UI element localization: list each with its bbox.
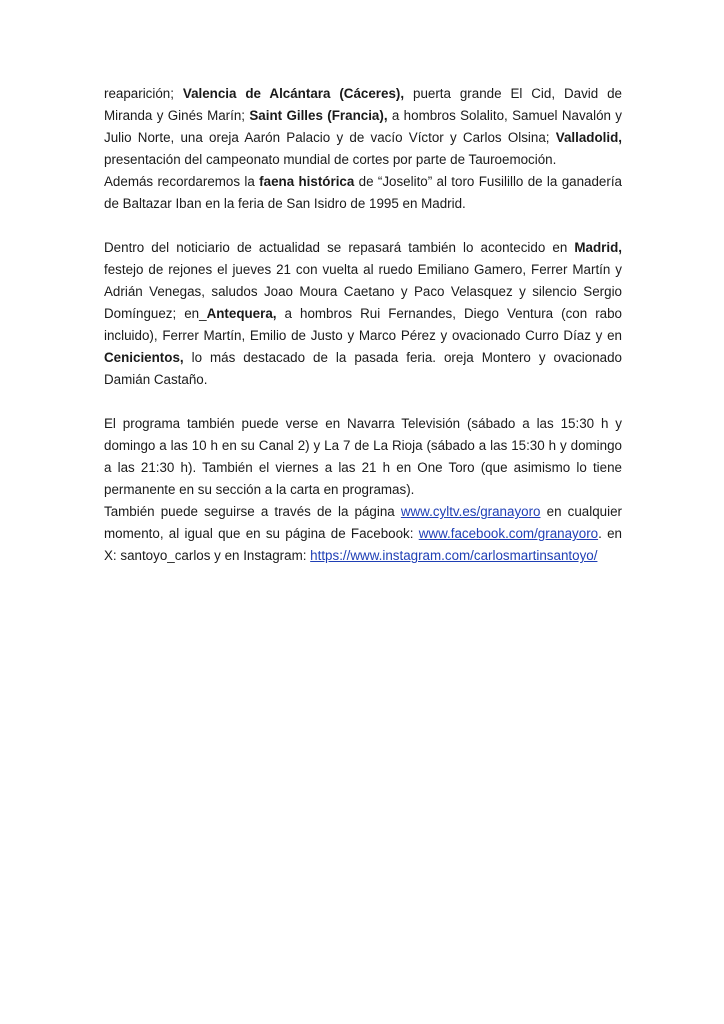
- paragraph-historic: [104, 171, 622, 215]
- paragraph-spacer: [104, 215, 622, 237]
- bold-location-valladolid: Valladolid,: [555, 130, 622, 145]
- facebook-link[interactable]: www.facebook.com/granayoro: [418, 526, 599, 541]
- text-segment: El programa también puede verse en Navarra Televisión (sábado a las 15:30 h y domingo a las 10 h en su Canal 2) y La 7 de La Rioja (sábado a las 15:30 h y domingo a las 21:30 h). También el viernes a las 21 h en One Toro (que asimismo lo tiene permanente en su sección a la carta en programas).: [104, 416, 622, 497]
- cyltv-link[interactable]: www.cyltv.es/granayoro: [400, 504, 541, 519]
- paragraph-broadcast: [104, 413, 622, 501]
- text-segment: puerta grande El Cid, David de Miranda y Ginés Marín;: [104, 86, 622, 123]
- bold-location-valencia: Valencia de Alcántara (Cáceres),: [182, 86, 405, 101]
- instagram-link[interactable]: https://www.instagram.com/carlosmartinsantoyo/: [310, 548, 598, 563]
- bold-location-cenicientos: Cenicientos,: [104, 350, 184, 365]
- text-segment: a hombros Solalito, Samuel Navalón y Julio Norte, una oreja Aarón Palacio y de vacío Víctor y Carlos Olsina;: [104, 108, 623, 145]
- text-segment: de “Joselito” al toro Fusilillo de la ganadería de Baltazar Iban en la feria de San Isidro de 1995 en Madrid.: [104, 174, 623, 211]
- paragraph-spacer: [104, 391, 622, 413]
- bold-faena-historica: faena histórica: [259, 174, 355, 189]
- text-segment: en cualquier momento, al igual que en su página de Facebook:: [104, 504, 622, 541]
- text-segment: Dentro del noticiario de actualidad se repasará también lo acontecido en: [104, 240, 575, 255]
- bold-location-saint-gilles: Saint Gilles (Francia),: [249, 108, 388, 123]
- text-segment: a hombros Rui Fernandes, Diego Ventura (con rabo incluido), Ferrer Martín, Emilio de Justo y Marco Pérez y ovacionado Curro Díaz y en: [104, 306, 622, 343]
- text-segment: presentación del campeonato mundial de cortes por parte de Tauroemoción.: [104, 152, 557, 167]
- text-segment: . en X: santoyo_carlos y en Instagram:: [104, 526, 622, 563]
- text-segment: Además recordaremos la: [104, 174, 260, 189]
- text-segment: También puede seguirse a través de la página: [104, 504, 401, 519]
- text-segment: lo más destacado de la pasada feria. oreja Montero y ovacionado Damián Castaño.: [104, 350, 622, 387]
- text-segment: festejo de rejones el jueves 21 con vuelta al ruedo Emiliano Gamero, Ferrer Martín y Adrián Venegas, saludos Joao Moura Caetano y Paco Velasquez y silencio Sergio Domínguez; en_: [104, 262, 622, 321]
- paragraph-news: [104, 237, 622, 391]
- paragraph-results: [104, 83, 622, 171]
- bold-location-madrid: Madrid,: [574, 240, 622, 255]
- text-segment: reaparición;: [104, 86, 183, 101]
- document-body: [104, 83, 622, 567]
- paragraph-follow: [104, 501, 622, 567]
- bold-location-antequera: Antequera,: [206, 306, 277, 321]
